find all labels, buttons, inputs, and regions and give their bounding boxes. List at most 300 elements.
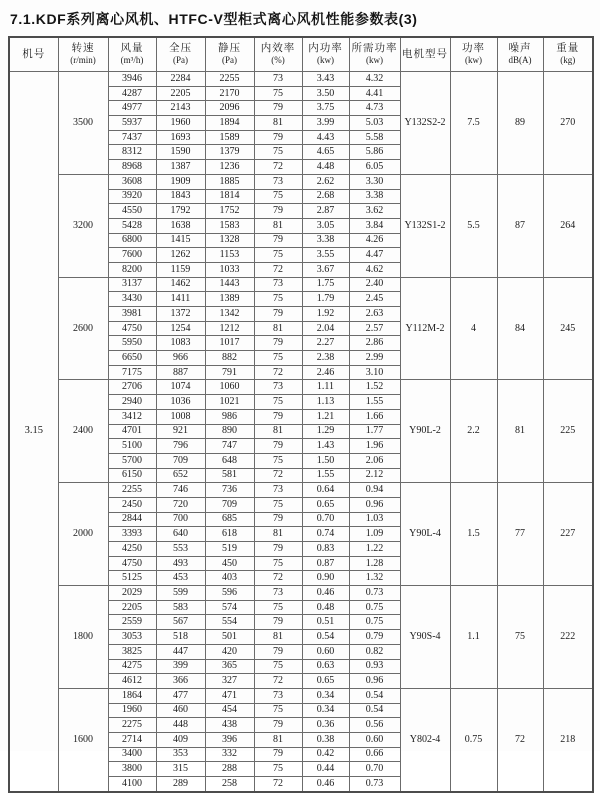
cell-required-power: 0.70 <box>349 762 400 777</box>
cell-internal-power: 2.38 <box>302 351 349 366</box>
cell-flow: 2275 <box>108 718 156 733</box>
table-row <box>9 277 593 292</box>
cell-static-pressure: 2255 <box>205 72 254 87</box>
cell-required-power: 1.03 <box>349 512 400 527</box>
cell-flow: 4701 <box>108 424 156 439</box>
column-header-label: 机号 <box>22 48 46 60</box>
cell-efficiency: 79 <box>254 747 302 762</box>
cell-total-pressure: 1036 <box>156 395 205 410</box>
cell-efficiency: 81 <box>254 527 302 542</box>
cell-required-power: 4.62 <box>349 262 400 277</box>
cell-efficiency: 81 <box>254 116 302 131</box>
table-header <box>9 37 593 72</box>
cell-flow: 6650 <box>108 351 156 366</box>
cell-total-pressure: 448 <box>156 718 205 733</box>
cell-static-pressure: 791 <box>205 365 254 380</box>
cell-total-pressure: 1254 <box>156 321 205 336</box>
column-header-speed <box>58 37 108 72</box>
cell-flow: 4750 <box>108 321 156 336</box>
cell-efficiency: 72 <box>254 365 302 380</box>
cell-static-pressure: 2096 <box>205 101 254 116</box>
cell-internal-power: 0.65 <box>302 674 349 689</box>
motor-power-cell: 5.5 <box>450 174 497 277</box>
cell-internal-power: 0.42 <box>302 747 349 762</box>
cell-required-power: 2.40 <box>349 277 400 292</box>
cell-required-power: 0.75 <box>349 600 400 615</box>
table-row <box>9 586 593 601</box>
cell-flow: 3053 <box>108 630 156 645</box>
cell-total-pressure: 921 <box>156 424 205 439</box>
cell-required-power: 1.52 <box>349 380 400 395</box>
cell-flow: 4977 <box>108 101 156 116</box>
cell-efficiency: 72 <box>254 571 302 586</box>
cell-flow: 7437 <box>108 130 156 145</box>
cell-total-pressure: 453 <box>156 571 205 586</box>
cell-static-pressure: 454 <box>205 703 254 718</box>
cell-flow: 4275 <box>108 659 156 674</box>
column-header-flow <box>108 37 156 72</box>
motor-model-cell: Y132S1-2 <box>400 174 450 277</box>
cell-required-power: 4.32 <box>349 72 400 87</box>
column-header-label: 电机型号 <box>402 48 448 60</box>
cell-internal-power: 0.51 <box>302 615 349 630</box>
cell-internal-power: 1.79 <box>302 292 349 307</box>
column-header-label: 重量 <box>556 43 580 54</box>
cell-efficiency: 75 <box>254 145 302 160</box>
cell-internal-power: 0.63 <box>302 659 349 674</box>
cell-efficiency: 72 <box>254 160 302 175</box>
cell-required-power: 1.55 <box>349 395 400 410</box>
cell-internal-power: 4.48 <box>302 160 349 175</box>
table-row <box>9 483 593 498</box>
cell-internal-power: 3.75 <box>302 101 349 116</box>
cell-total-pressure: 366 <box>156 674 205 689</box>
cell-static-pressure: 1443 <box>205 277 254 292</box>
cell-flow: 4550 <box>108 204 156 219</box>
cell-static-pressure: 554 <box>205 615 254 630</box>
cell-internal-power: 3.43 <box>302 72 349 87</box>
cell-internal-power: 3.55 <box>302 248 349 263</box>
cell-flow: 2255 <box>108 483 156 498</box>
cell-required-power: 4.41 <box>349 86 400 101</box>
cell-efficiency: 79 <box>254 718 302 733</box>
cell-flow: 2706 <box>108 380 156 395</box>
column-header-label: 功率 <box>462 43 485 54</box>
cell-static-pressure: 403 <box>205 571 254 586</box>
cell-efficiency: 73 <box>254 380 302 395</box>
cell-static-pressure: 1583 <box>205 218 254 233</box>
cell-efficiency: 73 <box>254 72 302 87</box>
cell-total-pressure: 966 <box>156 351 205 366</box>
cell-internal-power: 0.64 <box>302 483 349 498</box>
cell-required-power: 3.62 <box>349 204 400 219</box>
noise-cell: 87 <box>497 174 543 277</box>
speed-cell-2000: 2000 <box>58 483 108 586</box>
cell-required-power: 5.86 <box>349 145 400 160</box>
cell-static-pressure: 618 <box>205 527 254 542</box>
cell-flow: 8968 <box>108 160 156 175</box>
cell-total-pressure: 1462 <box>156 277 205 292</box>
cell-flow: 6800 <box>108 233 156 248</box>
noise-cell: 77 <box>497 483 543 586</box>
cell-flow: 2450 <box>108 497 156 512</box>
cell-internal-power: 1.13 <box>302 395 349 410</box>
motor-model-cell: Y112M-2 <box>400 277 450 380</box>
cell-total-pressure: 1590 <box>156 145 205 160</box>
table-row <box>9 174 593 189</box>
cell-flow: 2029 <box>108 586 156 601</box>
cell-internal-power: 3.50 <box>302 86 349 101</box>
cell-required-power: 0.94 <box>349 483 400 498</box>
cell-static-pressure: 1342 <box>205 307 254 322</box>
cell-static-pressure: 574 <box>205 600 254 615</box>
cell-internal-power: 0.90 <box>302 571 349 586</box>
cell-internal-power: 1.92 <box>302 307 349 322</box>
column-header-machine-no <box>9 37 58 72</box>
cell-static-pressure: 2170 <box>205 86 254 101</box>
cell-internal-power: 0.34 <box>302 688 349 703</box>
cell-required-power: 2.45 <box>349 292 400 307</box>
cell-required-power: 1.09 <box>349 527 400 542</box>
cell-flow: 6150 <box>108 468 156 483</box>
cell-flow: 5937 <box>108 116 156 131</box>
cell-required-power: 1.28 <box>349 556 400 571</box>
cell-total-pressure: 700 <box>156 512 205 527</box>
cell-static-pressure: 519 <box>205 542 254 557</box>
cell-static-pressure: 1885 <box>205 174 254 189</box>
cell-efficiency: 75 <box>254 453 302 468</box>
cell-static-pressure: 438 <box>205 718 254 733</box>
cell-internal-power: 4.43 <box>302 130 349 145</box>
cell-required-power: 1.22 <box>349 542 400 557</box>
noise-cell: 81 <box>497 380 543 483</box>
cell-total-pressure: 493 <box>156 556 205 571</box>
cell-total-pressure: 796 <box>156 439 205 454</box>
cell-efficiency: 75 <box>254 556 302 571</box>
cell-internal-power: 3.38 <box>302 233 349 248</box>
cell-required-power: 6.05 <box>349 160 400 175</box>
cell-flow: 8312 <box>108 145 156 160</box>
fan-performance-table <box>8 36 594 793</box>
cell-flow: 4100 <box>108 777 156 792</box>
speed-cell-1600: 1600 <box>58 688 108 791</box>
cell-static-pressure: 1212 <box>205 321 254 336</box>
cell-efficiency: 73 <box>254 586 302 601</box>
cell-static-pressure: 332 <box>205 747 254 762</box>
cell-efficiency: 72 <box>254 777 302 792</box>
cell-internal-power: 1.21 <box>302 409 349 424</box>
cell-total-pressure: 289 <box>156 777 205 792</box>
motor-power-cell: 1.1 <box>450 586 497 689</box>
column-header-unit: (m³/h) <box>120 55 144 65</box>
cell-required-power: 2.12 <box>349 468 400 483</box>
header-row <box>9 37 593 72</box>
cell-static-pressure: 736 <box>205 483 254 498</box>
cell-efficiency: 79 <box>254 130 302 145</box>
cell-flow: 3400 <box>108 747 156 762</box>
cell-total-pressure: 1960 <box>156 116 205 131</box>
table-row <box>9 688 593 703</box>
column-header-weight <box>543 37 593 72</box>
column-header-label: 内效率 <box>260 43 296 54</box>
cell-total-pressure: 1008 <box>156 409 205 424</box>
cell-static-pressure: 596 <box>205 586 254 601</box>
cell-flow: 2559 <box>108 615 156 630</box>
cell-total-pressure: 1909 <box>156 174 205 189</box>
cell-efficiency: 75 <box>254 189 302 204</box>
cell-required-power: 0.96 <box>349 674 400 689</box>
cell-flow: 5125 <box>108 571 156 586</box>
column-header-unit: (Pa) <box>173 55 188 65</box>
cell-total-pressure: 1262 <box>156 248 205 263</box>
table-body <box>9 72 593 792</box>
cell-efficiency: 72 <box>254 674 302 689</box>
column-header-label: 所需功率 <box>351 43 398 54</box>
cell-static-pressure: 327 <box>205 674 254 689</box>
cell-static-pressure: 882 <box>205 351 254 366</box>
cell-static-pressure: 1153 <box>205 248 254 263</box>
cell-flow: 8200 <box>108 262 156 277</box>
cell-static-pressure: 396 <box>205 732 254 747</box>
cell-total-pressure: 599 <box>156 586 205 601</box>
cell-total-pressure: 518 <box>156 630 205 645</box>
cell-internal-power: 0.54 <box>302 630 349 645</box>
cell-static-pressure: 501 <box>205 630 254 645</box>
speed-cell-2400: 2400 <box>58 380 108 483</box>
cell-efficiency: 79 <box>254 542 302 557</box>
cell-internal-power: 4.65 <box>302 145 349 160</box>
cell-static-pressure: 288 <box>205 762 254 777</box>
column-header-unit: (kw) <box>317 55 334 65</box>
cell-internal-power: 1.43 <box>302 439 349 454</box>
column-header-unit: (Pa) <box>222 55 237 65</box>
cell-total-pressure: 1411 <box>156 292 205 307</box>
column-header-label: 全压 <box>169 43 192 54</box>
column-header-label: 风量 <box>120 43 144 54</box>
weight-cell: 218 <box>543 688 593 791</box>
cell-total-pressure: 447 <box>156 644 205 659</box>
cell-required-power: 0.82 <box>349 644 400 659</box>
cell-total-pressure: 1083 <box>156 336 205 351</box>
cell-internal-power: 0.60 <box>302 644 349 659</box>
cell-static-pressure: 258 <box>205 777 254 792</box>
cell-static-pressure: 747 <box>205 439 254 454</box>
noise-cell: 75 <box>497 586 543 689</box>
column-header-label: 内功率 <box>308 43 343 54</box>
cell-efficiency: 75 <box>254 86 302 101</box>
column-header-unit: (kg) <box>560 55 576 65</box>
cell-required-power: 4.73 <box>349 101 400 116</box>
cell-flow: 3430 <box>108 292 156 307</box>
cell-required-power: 3.30 <box>349 174 400 189</box>
cell-internal-power: 0.46 <box>302 777 349 792</box>
cell-flow: 5950 <box>108 336 156 351</box>
cell-internal-power: 3.67 <box>302 262 349 277</box>
cell-flow: 4287 <box>108 86 156 101</box>
column-header-static-pressure <box>205 37 254 72</box>
cell-efficiency: 75 <box>254 292 302 307</box>
cell-static-pressure: 1236 <box>205 160 254 175</box>
speed-cell-2600: 2600 <box>58 277 108 380</box>
cell-efficiency: 81 <box>254 321 302 336</box>
motor-model-cell: Y90S-4 <box>400 586 450 689</box>
cell-efficiency: 75 <box>254 703 302 718</box>
cell-required-power: 0.75 <box>349 615 400 630</box>
motor-power-cell: 1.5 <box>450 483 497 586</box>
table-row <box>9 380 593 395</box>
cell-required-power: 1.96 <box>349 439 400 454</box>
cell-efficiency: 79 <box>254 204 302 219</box>
cell-total-pressure: 1387 <box>156 160 205 175</box>
cell-required-power: 3.10 <box>349 365 400 380</box>
cell-total-pressure: 460 <box>156 703 205 718</box>
cell-total-pressure: 709 <box>156 453 205 468</box>
cell-efficiency: 79 <box>254 409 302 424</box>
cell-flow: 3800 <box>108 762 156 777</box>
cell-efficiency: 79 <box>254 512 302 527</box>
cell-flow: 7600 <box>108 248 156 263</box>
cell-internal-power: 0.44 <box>302 762 349 777</box>
cell-internal-power: 0.48 <box>302 600 349 615</box>
cell-internal-power: 0.83 <box>302 542 349 557</box>
cell-static-pressure: 986 <box>205 409 254 424</box>
cell-total-pressure: 2205 <box>156 86 205 101</box>
cell-internal-power: 3.99 <box>302 116 349 131</box>
cell-required-power: 0.54 <box>349 703 400 718</box>
cell-static-pressure: 581 <box>205 468 254 483</box>
cell-efficiency: 75 <box>254 395 302 410</box>
cell-static-pressure: 1389 <box>205 292 254 307</box>
cell-total-pressure: 1074 <box>156 380 205 395</box>
cell-required-power: 4.26 <box>349 233 400 248</box>
cell-efficiency: 79 <box>254 644 302 659</box>
cell-efficiency: 81 <box>254 218 302 233</box>
cell-efficiency: 73 <box>254 174 302 189</box>
cell-efficiency: 79 <box>254 336 302 351</box>
cell-static-pressure: 471 <box>205 688 254 703</box>
cell-efficiency: 81 <box>254 630 302 645</box>
cell-flow: 7175 <box>108 365 156 380</box>
cell-total-pressure: 2143 <box>156 101 205 116</box>
cell-efficiency: 79 <box>254 307 302 322</box>
cell-internal-power: 0.34 <box>302 703 349 718</box>
cell-required-power: 0.66 <box>349 747 400 762</box>
cell-flow: 2940 <box>108 395 156 410</box>
column-header-total-pressure <box>156 37 205 72</box>
motor-power-cell: 4 <box>450 277 497 380</box>
cell-efficiency: 75 <box>254 351 302 366</box>
cell-required-power: 0.60 <box>349 732 400 747</box>
cell-static-pressure: 890 <box>205 424 254 439</box>
cell-efficiency: 73 <box>254 277 302 292</box>
cell-internal-power: 2.27 <box>302 336 349 351</box>
cell-static-pressure: 1060 <box>205 380 254 395</box>
cell-required-power: 0.96 <box>349 497 400 512</box>
weight-cell: 270 <box>543 72 593 175</box>
column-header-internal-power <box>302 37 349 72</box>
cell-required-power: 2.63 <box>349 307 400 322</box>
cell-flow: 4612 <box>108 674 156 689</box>
cell-total-pressure: 1693 <box>156 130 205 145</box>
cell-internal-power: 1.29 <box>302 424 349 439</box>
cell-total-pressure: 353 <box>156 747 205 762</box>
motor-power-cell: 7.5 <box>450 72 497 175</box>
column-header-unit: (r/min) <box>70 55 96 65</box>
cell-efficiency: 81 <box>254 424 302 439</box>
cell-total-pressure: 1843 <box>156 189 205 204</box>
cell-flow: 3920 <box>108 189 156 204</box>
cell-flow: 3412 <box>108 409 156 424</box>
weight-cell: 225 <box>543 380 593 483</box>
cell-internal-power: 0.70 <box>302 512 349 527</box>
motor-model-cell: Y132S2-2 <box>400 72 450 175</box>
cell-total-pressure: 1415 <box>156 233 205 248</box>
cell-total-pressure: 409 <box>156 732 205 747</box>
cell-static-pressure: 1379 <box>205 145 254 160</box>
motor-model-cell: Y90L-2 <box>400 380 450 483</box>
column-header-efficiency <box>254 37 302 72</box>
cell-efficiency: 73 <box>254 483 302 498</box>
speed-cell-3500: 3500 <box>58 72 108 175</box>
cell-efficiency: 75 <box>254 762 302 777</box>
cell-efficiency: 79 <box>254 101 302 116</box>
cell-total-pressure: 746 <box>156 483 205 498</box>
weight-cell: 245 <box>543 277 593 380</box>
cell-total-pressure: 567 <box>156 615 205 630</box>
cell-efficiency: 81 <box>254 732 302 747</box>
cell-total-pressure: 720 <box>156 497 205 512</box>
column-header-label: 静压 <box>218 43 241 54</box>
cell-internal-power: 0.38 <box>302 732 349 747</box>
cell-flow: 3946 <box>108 72 156 87</box>
cell-required-power: 5.58 <box>349 130 400 145</box>
cell-internal-power: 1.75 <box>302 277 349 292</box>
column-header-unit: (%) <box>271 55 285 65</box>
cell-internal-power: 2.46 <box>302 365 349 380</box>
cell-required-power: 2.99 <box>349 351 400 366</box>
cell-required-power: 1.77 <box>349 424 400 439</box>
cell-required-power: 0.79 <box>349 630 400 645</box>
noise-cell: 72 <box>497 688 543 791</box>
cell-required-power: 0.73 <box>349 586 400 601</box>
cell-total-pressure: 640 <box>156 527 205 542</box>
cell-static-pressure: 648 <box>205 453 254 468</box>
cell-flow: 4250 <box>108 542 156 557</box>
cell-flow: 2714 <box>108 732 156 747</box>
cell-efficiency: 75 <box>254 600 302 615</box>
cell-flow: 3608 <box>108 174 156 189</box>
machine-number-cell: 3.15 <box>9 72 58 792</box>
column-header-unit: (kw) <box>366 55 383 65</box>
column-header-motor-model <box>400 37 450 72</box>
cell-flow: 3137 <box>108 277 156 292</box>
cell-flow: 2205 <box>108 600 156 615</box>
column-header-label: 转速 <box>71 43 95 54</box>
noise-cell: 84 <box>497 277 543 380</box>
cell-flow: 5700 <box>108 453 156 468</box>
cell-static-pressure: 1752 <box>205 204 254 219</box>
weight-cell: 222 <box>543 586 593 689</box>
cell-efficiency: 73 <box>254 688 302 703</box>
cell-internal-power: 2.87 <box>302 204 349 219</box>
column-header-noise <box>497 37 543 72</box>
page-title: 7.1.KDF系列离心风机、HTFC-V型柜式离心风机性能参数表(3) <box>10 11 418 27</box>
column-header-required-power <box>349 37 400 72</box>
cell-required-power: 1.32 <box>349 571 400 586</box>
cell-internal-power: 0.36 <box>302 718 349 733</box>
cell-flow: 3393 <box>108 527 156 542</box>
cell-required-power: 2.86 <box>349 336 400 351</box>
